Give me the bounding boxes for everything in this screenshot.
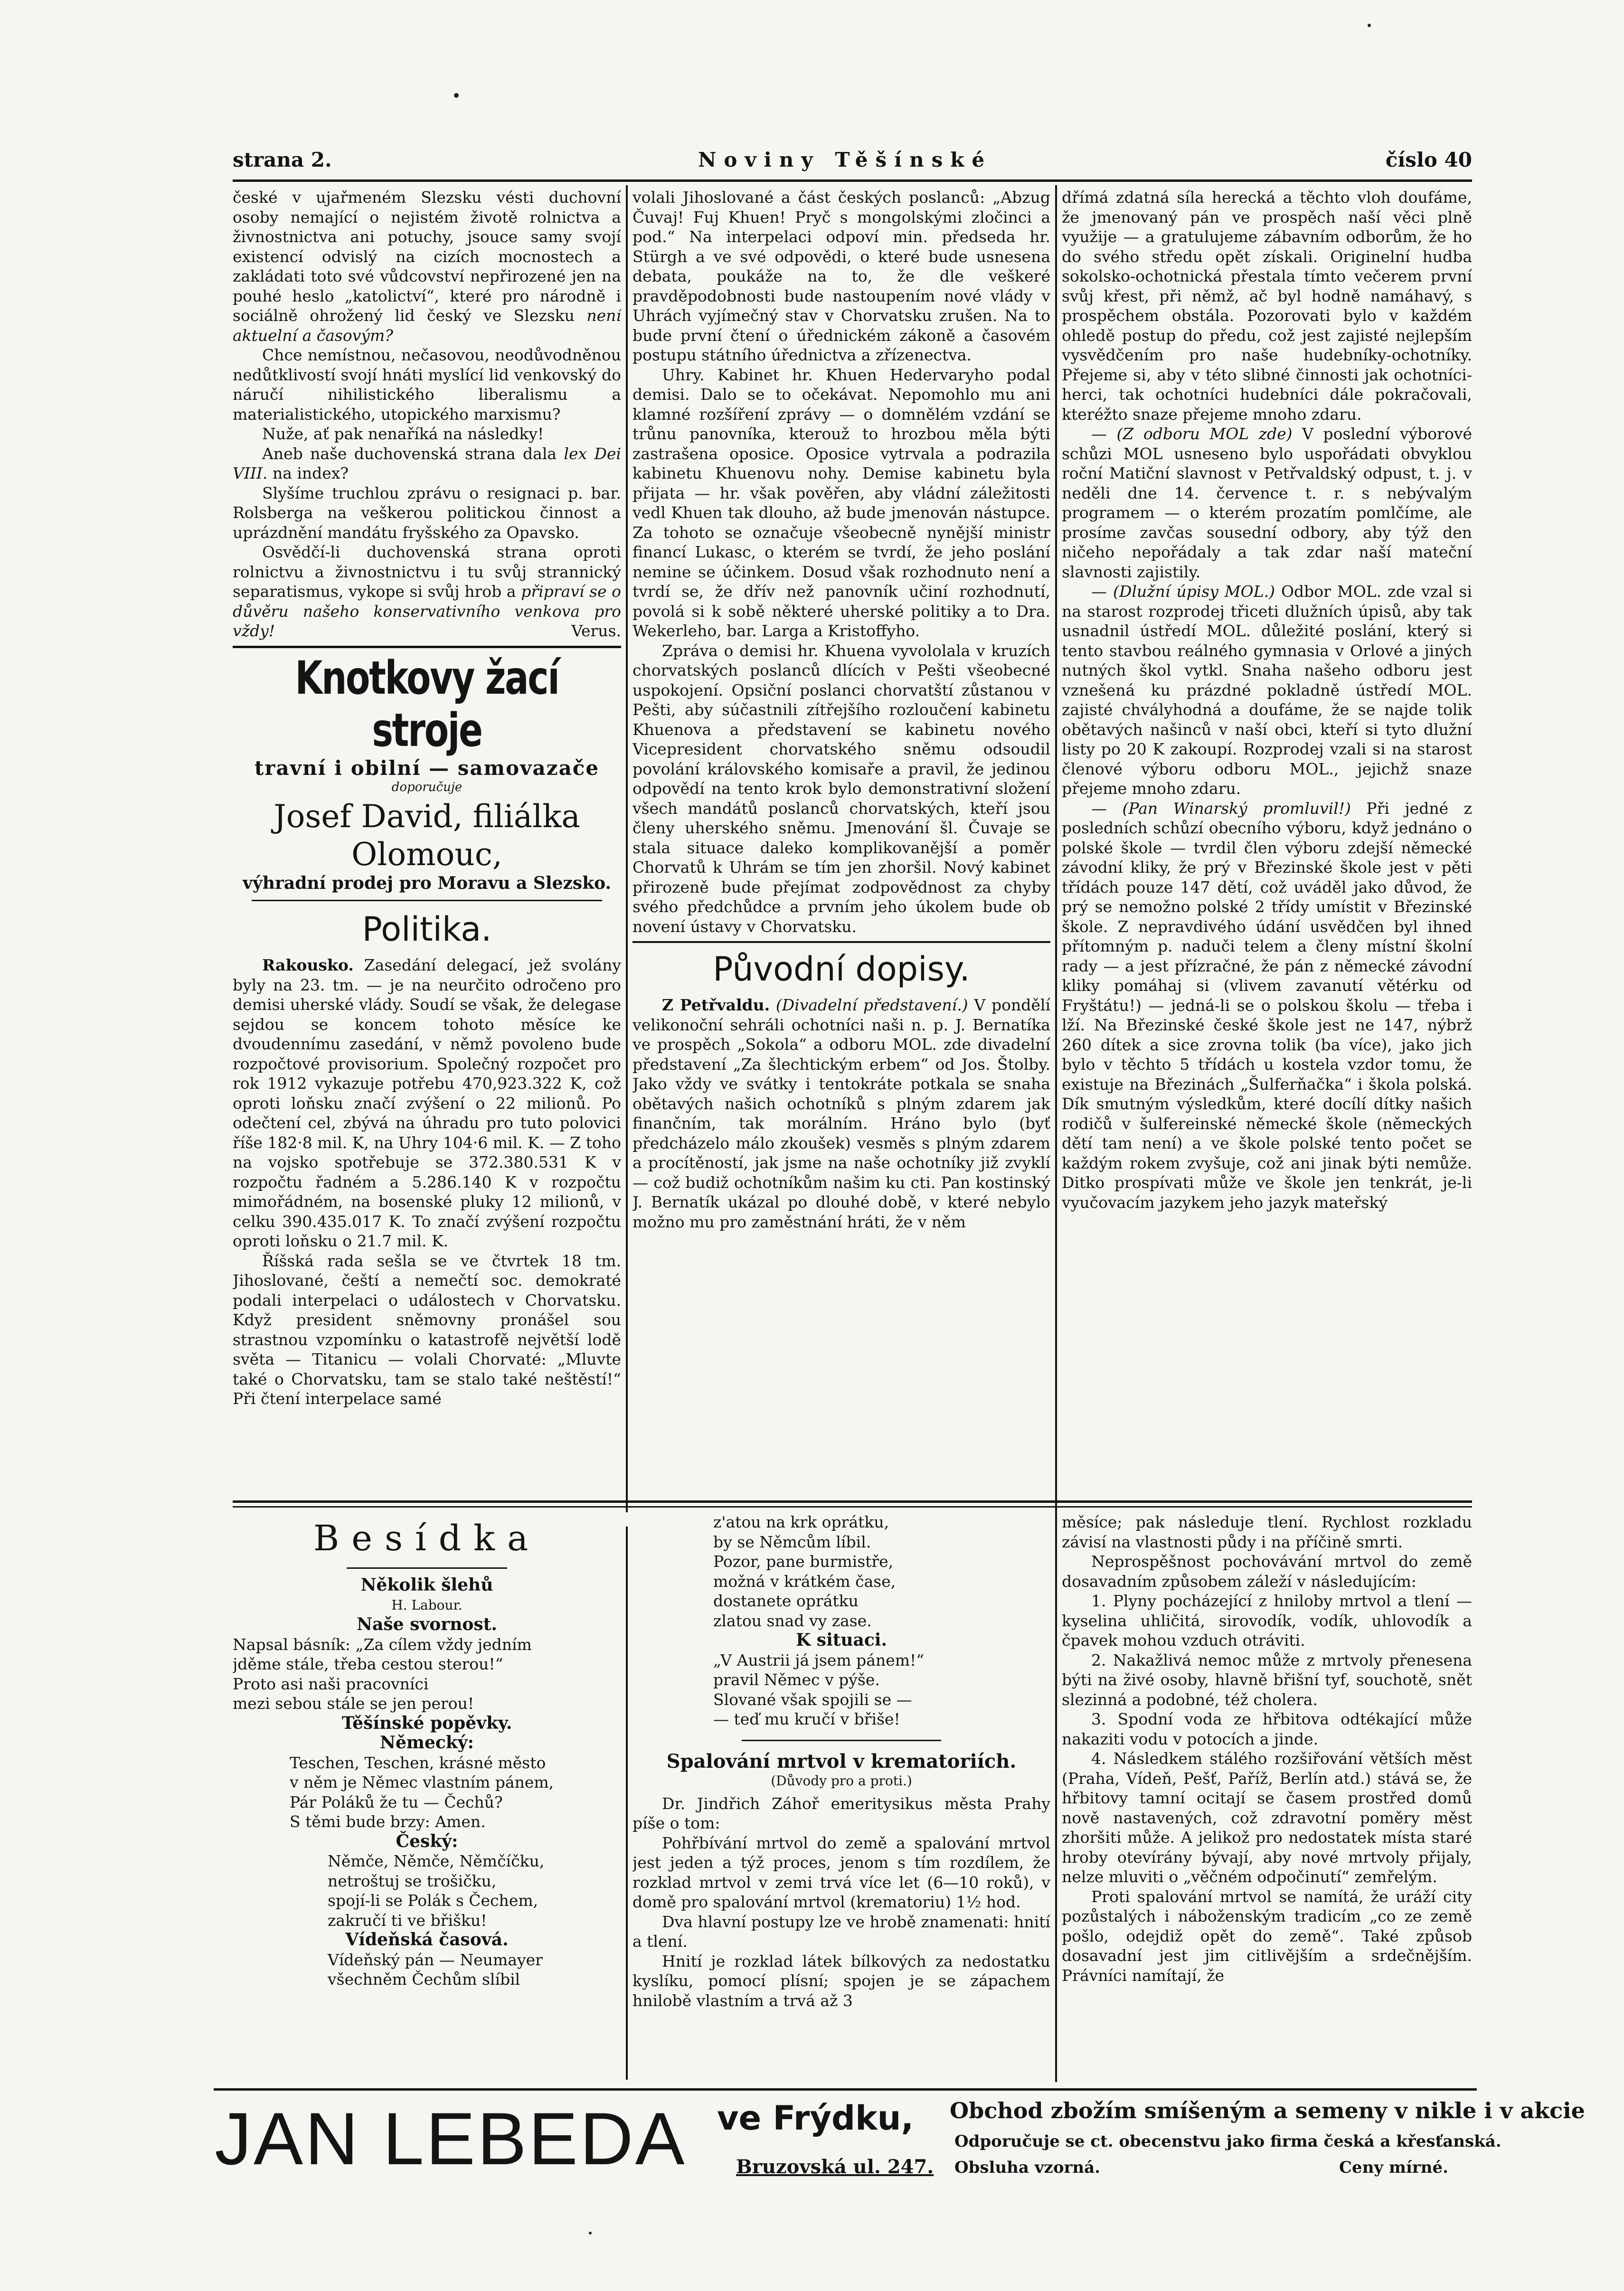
column-2: [633, 188, 1050, 1496]
article-text: 4. Následkem stálého rozšiřování větších měst (Praha, Vídeň, Pešť, Paříž, Berlín atd.) stává se, že hřbitovy tamní ocitají se časem prostřed domů nově nastavených, což zdravotní poměry měst zhoršiti může. A jelikož pro nedostatek místa staré hroby otevírány bývají, aby nové mrtvoly přijaly, nelze mluviti o „věčném odpočinutí“ zemřelým.: [1062, 1749, 1472, 1886]
ad-company-name: JAN LEBEDA: [215, 2098, 687, 2180]
article-text-italic: lex Dei VIII.: [233, 444, 621, 482]
besidka-title: Besídka: [313, 1518, 541, 1559]
header-rule: [233, 179, 1472, 182]
verse-line: Teschen, Teschen, krásné město: [290, 1753, 546, 1772]
article-text: 1. Plyny pocházející z hniloby mrtvol a tlení — kyselina uhličitá, sirovodík, vodík, uhlovodík a čpavek mohou vzduch otráviti.: [1062, 1592, 1472, 1650]
poem-heading: Český:: [396, 1831, 458, 1851]
article-text: Slyšíme truchlou zprávu o resignaci p. bar. Rolsberga na veškerou politickou činnost a uprázdnění mandátu fryšského za Opavsko.: [233, 483, 621, 542]
article-text: volali Jihoslované a část českých poslanců: „Abzug Čuvaj! Fuj Khuen! Pryč s mongolskými zločinci a pod.“ Na interpelaci odpoví min. předseda hr. Stürgh a ve své odpovědi, o které bude usnesena debata, poukáže na to, že dle veškeré pravděpodobnosti bude nastoupením nové vlády v Uhrách vyjímečný stav v Chorvatsku zrušen. Na to bude první čtení o úřednickém zákoně a časovém postupu státního úřednictva a zřízenectva.: [633, 188, 1050, 364]
article-text: Chce nemístnou, nečasovou, neodůvodněnou nedůtklivostí svojí hnáti myslící lid venkovský do náručí nihilistického liberalismu a materialistického, utopického marxismu?: [233, 346, 621, 424]
scan-speck: [454, 93, 459, 98]
section-rule: [214, 2088, 1477, 2091]
poem-heading: Těšínské popěvky.: [341, 1713, 512, 1733]
verse-line: Proto asi naši pracovníci: [233, 1674, 429, 1693]
verse-line: možná v krátkém čase,: [713, 1572, 896, 1591]
article-text: Zasedání delegací, jež svolány byly na 23. tm. — je na neurčito odročeno pro demisi uherské vlády. Soudí se však, že delegase sejdou se koncem tohoto měsíce ke dvoudennímu zasedání, v němž povoleno bude rozpočtové provisorium. Společný rozpočet pro rok 1912 vykazuje potřebu 470,923.322 K, což oproti loňsku značí zvýšení o 22 milionů. Po odečtení cel, zbývá na úhradu pro tuto polovici říše 182·8 mil. K, na Uhry 104·6 mil. K. — Z toho na vojsko spotřebuje se 372.380.531 K v rozpočtu řadném a 5.286.140 K v rozpočtu mimořádném, na bosenské pluky 12 milionů, v celku 390.435.017 K. To značí zvýšení rozpočtu oproti loňsku o 21.7 mil. K.: [233, 956, 621, 1250]
column-1: [233, 188, 621, 1491]
column-3: [1062, 188, 1472, 1496]
poem-heading: Vídeňská časová.: [345, 1930, 509, 1950]
article-text-italic: není aktuelní a časovým?: [233, 306, 621, 345]
verse-line: „V Austrii já jsem pánem!“: [713, 1650, 925, 1669]
besidka-subtitle: Několik šlehů: [360, 1575, 493, 1595]
section-rule: [233, 1500, 1472, 1503]
verse-line: Pár Poláků že tu — Čechů?: [290, 1792, 503, 1811]
verse-line: Němče, Němče, Němčíčku,: [328, 1852, 545, 1870]
article-text: V poslední výborové schůzi MOL usneseno bylo uspořádati obvyklou roční Matiční slavnost v Petřvaldský odpust, t. j. v neděli dne 14. července t. r. s nebývalým programem — o kterém prozatím pomlčíme, ale prosíme zavčas sousední odbory, aby týž den ničeho nepořádaly a tak zdar naší mateční slavnosti zajistily.: [1062, 424, 1472, 581]
poem-heading: K situaci.: [795, 1630, 888, 1650]
verse-line: zlatou snad vy zase.: [713, 1611, 872, 1630]
column-divider: [626, 185, 628, 1512]
article-text: Nuže, ať pak nenaříká na následky!: [262, 424, 544, 443]
article-text: Neprospěšnost pochovávání mrtvol do země dosavadním způsobem záleží v následujícím:: [1062, 1552, 1472, 1591]
section-rule: [347, 1567, 507, 1569]
ad-small: doporučuje: [391, 780, 463, 794]
ad-service: Obsluha vzorná.: [954, 2158, 1100, 2177]
article-text: 2. Nakažlivá nemoc může z mrtvoly přenesena býti na živé osoby, hlavně břišní tyf, souchotě, snět slezinná a podobné, též cholera.: [1062, 1650, 1472, 1709]
section-rule: [252, 900, 602, 901]
verse-line: z'atou na krk oprátku,: [713, 1513, 889, 1531]
verse-line: jděme stále, třeba cestou sterou!“: [233, 1655, 503, 1673]
article-text: české v ujařmeném Slezsku vésti duchovní osoby nemající o nejistém životě rolnictva a živnostnictva ani potuchy, jsouce samy svojí existencí odvislý na cizích mocnostech a zakládati toto své vůdcovství nepřirozené jen na pouhé heslo „katolictví“, které pro národně i sociálně ohrožený lid český ve Slezsku: [233, 188, 621, 325]
verse-line: S těmi bude brzy: Amen.: [290, 1812, 486, 1831]
issue-number: číslo 40: [1385, 148, 1472, 171]
article-text-italic: — (Dlužní úpisy MOL.): [1091, 582, 1275, 601]
verse-line: Vídeňský pán — Neumayer: [328, 1950, 543, 1969]
verse-line: dostanete oprátku: [713, 1592, 859, 1610]
verse-line: mezi sebou stále se jen perou!: [233, 1694, 474, 1713]
section-title-dopisy: Původní dopisy.: [713, 950, 970, 989]
poem-heading: Naše svornost.: [357, 1614, 497, 1634]
column-2-bottom: [633, 1512, 1050, 2082]
section-rule: [742, 1740, 941, 1741]
verse-line: Slované však spojili se —: [713, 1690, 912, 1709]
besidka-section: [233, 1512, 621, 2082]
article-lead: Z Petřvaldu.: [662, 996, 770, 1014]
article-text: dřímá zdatná síla herecká a těchto vloh doufáme, že jmenovaný pán ve prospěch naší věci plně využije — a gratulujeme zábavním odborům, že ho do svého středu opět získali. Originelní hudba sokolsko-ochotnická přestala tímto večerem první svůj křest, při němž, ač byl hodně namáhavý, s prospěchem obstála. Pozorovati bylo v každém ohledě postup do předu, což jest zajisté nejlepším vysvědčením pro naše hudebníky-ochotníky. Přejeme si, aby v této slibné činnosti jak ochotníci-herci, tak ochotníci hudebníci dále pokračovali, kteréžto snaze přejeme mnoho zdaru.: [1062, 188, 1472, 424]
article-text-italic: — (Pan Winarský promluvil!): [1091, 799, 1351, 818]
article-lead: Rakousko.: [262, 956, 354, 974]
poem-heading: Německý:: [380, 1733, 474, 1753]
article-text-italic: — (Z odboru MOL zde): [1091, 424, 1293, 443]
verse-line: spojí-li se Polák s Čechem,: [328, 1891, 538, 1910]
article-text: V pondělí velikonoční sehráli ochotníci naši n. p. J. Bernatíka ve prospěch „Sokola“ a odboru MOL. zde divadelní představení „Za šlechtickým erbem“ od Jos. Štolby. Jako vždy ve svátky i tentokráte potkala se snaha obětavých našich ochotníků s plným zdarem jak finančním, tak morálním. Hráno bylo (byť předcházelo málo zkoušek) vesměs s plným zdarem a procítěností, jak jsme na naše ochotníky již zvyklí — což budiž ochotníkům našim ku cti. Pan kostinský J. Bernatík ukázal po dlouhé době, v které nebylo možno mu pro zaměstnání hráti, že v něm: [633, 996, 1050, 1231]
scan-speck: [589, 2232, 592, 2234]
section-rule: [633, 941, 1050, 943]
column-3-bottom: [1062, 1512, 1472, 2082]
ad-address: Bruzovská ul. 247.: [736, 2156, 934, 2178]
section-rule: [233, 1506, 1472, 1508]
ad-headline: Knotkovy žací stroje: [295, 651, 559, 757]
page-header: [233, 148, 1472, 177]
article-text: měsíce; pak následuje tlení. Rychlost rozkladu závisí na vlastnosti půdy i na příčině smrti.: [1062, 1513, 1472, 1551]
verse-line: zakručí ti ve břišku!: [328, 1911, 487, 1930]
ad-town: ve Frýdku,: [717, 2099, 914, 2138]
verse-line: pravil Němec v pýše.: [713, 1670, 880, 1689]
article-text: Osvědčí-li duchovenská strana oproti rolnictvu a živnostnictvu i tu svůj strannický separatismus, vykope si svůj hrob a: [233, 543, 621, 601]
verse-line: všechněm Čechům slíbil: [328, 1970, 520, 1989]
article-text: Hnití je rozklad látek bílkových za nedostatku kyslíku, pomocí plísní; spojen je se zápachem hnilobě vlastním a trvá až 3: [633, 1952, 1050, 2010]
column-divider: [1055, 185, 1057, 2082]
ad-subline: travní i obilní — samovazače: [254, 756, 600, 780]
verse-line: by se Němcům líbil.: [713, 1532, 871, 1551]
article-text: Proti spalování mrtvol se namítá, že uráží city pozůstalých i náboženským tradicím „co ze země pošlo, odejdiž opět do země“. Také způsob dosavadní jest jim citlivějším a srdečnějším. Právníci namítají, že: [1062, 1887, 1472, 1985]
article-text: Odbor MOL. zde vzal si na starost rozprodej třiceti dlužních úpisů, aby tak usnadnil ústředí MOL. důležité poslání, který si tento stavbou reálného gymnasia v Orlové a jiných nutných škol vytkl. Snaha našeho odboru jest vznešená ku prázdné pokladně ústředí MOL. zajisté chvályhodná a doufáme, že se najde tolik obětavých našinců v naší obci, kteří si tyto dlužní listy po 20 K zakoupí. Rozprodej vzali si na starost členové výboru odboru MOL., jejichž snaze přejeme mnoho zdaru.: [1062, 582, 1472, 798]
verse-line: Napsal básník: „Za cílem vždy jedním: [233, 1635, 532, 1654]
ad-business: Obchod zbožím smíšeným a semeny v nikle i v akcie: [950, 2098, 1585, 2123]
ad-line: výhradní prodej pro Moravu a Slezsko.: [242, 873, 612, 893]
verse-line: netroštuj se trošičku,: [328, 1871, 497, 1890]
article-subtitle: (Důvody pro a proti.): [771, 1773, 912, 1789]
article-text: Aneb naše duchovenská strana dala: [262, 444, 557, 463]
article-text: Při jedné z posledních schůzí obecního výboru, když jednáno o polské škole — tvrdil člen výboru zdejší německé závodní kliky, že prý v Březinské škole jest v pěti třídách pouze 147 dětí, což uváděl jako důvod, že prý se nemožno polské 2 třídy umístit v Březinské škole. Z nepravdivého údání usvědčen byl ihned přítomným p. naduči telem a členy místní školní rady — a jest přízračné, že pán z německé závodní kliky pomáhaj si (vlivem zavanutí větérku od Fryštátu!) — jedná-li se o polskou školu — třeba i lží. Na Březinské české škole jest ne 147, nýbrž 260 dítek a sice zrovna tolik (ba více), jako jich bylo v těchto 5 třídách u kostela vzdor tomu, že existuje na Březinách „Šulferňačka“ i škola polská. Dík smutným výsledkům, které docílí dítky našich rodičů v šulfereinské německé škole (německých dětí tam není) a ve škole polské tento počet se každým rokem zvyšuje, což ani jinak býti nemůže. Ditko prospívati může ve škole jen tenkrát, je-li vyučovacím jazykem jeho jazyk mateřský: [1062, 799, 1472, 1212]
ad-company: Josef David, filiálka Olomouc,: [274, 798, 580, 873]
article-text: Zpráva o demisi hr. Khuena vyvololala v kruzích chorvatských poslanců dlících v Pešti všeobecné uspokojení. Opsiční poslanci chorvatští zůstanou v Pešti, aby súčastnili zítřejšího rozloučení kabinetu Khuenova a představení se kabinetu nového Vicepresident chorvatského sněmu odsoudil povolání královského komisaře a pravil, že jedinou odpovědí na tento krok bylo demonstrativní složení všech mandátů poslanců chorvatských, kteří jsou členy uherského sněmu. Jmenování šl. Čuvaje se stala situace daleko komplikovanější a poměr Chorvatů k Uhrám se tím jen zhoršil. Nový kabinet přirozeně bude přejímat zodpovědnost za chyby svého předchůdce a prvním jeho úkolem bude ob novení ústavy v Chorvatsku.: [633, 641, 1050, 936]
article-text: Říšská rada sešla se ve čtvrtek 18 tm. Jihoslované, čeští a nemečtí soc. demokraté podali interpelaci o událostech v Chorvatsku. Když president sněmovny pronášel sou strastnou vzpomínku o katastrofě největší lodě světa — Titanicu — volali Chorvaté: „Mluvte také o Chorvatsku, tam se stalo také neštěstí!“ Při čtení interpelace samé: [233, 1251, 621, 1408]
article-text: Uhry. Kabinet hr. Khuen Hedervaryho podal demisi. Dalo se to očekávat. Nepomohlo mu ani klamné rozšíření zprávy — o domnělém vzdání se trůnu panovníka, kterouž to hrozbou měla býti zastrašena oposice. Oposice vytrvala a podrazila kabinetu Khuenovu nohy. Demise kabinetu byla přijata — hr. však pověřen, aby vládní záležitosti vedl Khuen tak dlouho, až bude jmenován nástupce. Za tohoto se označuje všeobecně nynější ministr financí Lukasc, o kterém se tvrdí, že jeho poslání nemine se účinkem. Dosud však rozhodnuto není a tvrdí se, že dřív než panovník učiní rozhodnutí, povolá si k sobě některé uherské politiky a to Dra. Wekerleho, bar. Larga a Kristoffyho.: [633, 365, 1050, 640]
section-rule: [233, 646, 621, 648]
page-number: strana 2.: [233, 148, 332, 171]
article-signature: Verus.: [571, 622, 621, 640]
verse-line: Pozor, pane burmistře,: [713, 1552, 894, 1571]
scan-speck: [1368, 24, 1371, 27]
ad-prices: Ceny mírné.: [1339, 2158, 1448, 2177]
newspaper-title: Noviny Těšínské: [698, 148, 992, 171]
article-text-italic: připraví se o důvěru našeho konservativního venkova pro vždy!: [233, 582, 621, 640]
besidka-author: H. Labour.: [391, 1597, 463, 1613]
article-text: 3. Spodní voda ze hřbitova odtékající může nakaziti vodu v potocích a jinde.: [1062, 1710, 1472, 1748]
article-text: Pohřbívání mrtvol do země a spalování mrtvol jest jeden a týž proces, jenom s tím rozdílem, že rozklad mrtvol v zemi trvá více let (6—10 roků), v domě pro spalování mrtvol (krematoriu) 1½ hod.: [633, 1833, 1050, 1911]
ad-recommendation: Odporučuje se ct. obecenstvu jako firma česká a křesťanská.: [954, 2132, 1501, 2151]
article-text: Dr. Jindřich Záhoř emeritysikus města Prahy píše o tom:: [633, 1794, 1050, 1832]
article-text: Dva hlavní postupy lze ve hrobě znamenati: hnití a tlení.: [633, 1912, 1050, 1951]
verse-line: — teď mu kručí v břiše!: [713, 1710, 900, 1728]
section-title-politika: Politika.: [362, 910, 492, 949]
article-title: Spalování mrtvol v krematoriích.: [666, 1750, 1017, 1772]
article-text-italic: (Divadelní představení.): [775, 996, 968, 1014]
article-text: na index?: [272, 464, 349, 482]
column-divider: [626, 1527, 628, 2080]
verse-line: v něm je Němec vlastním pánem,: [290, 1773, 554, 1791]
